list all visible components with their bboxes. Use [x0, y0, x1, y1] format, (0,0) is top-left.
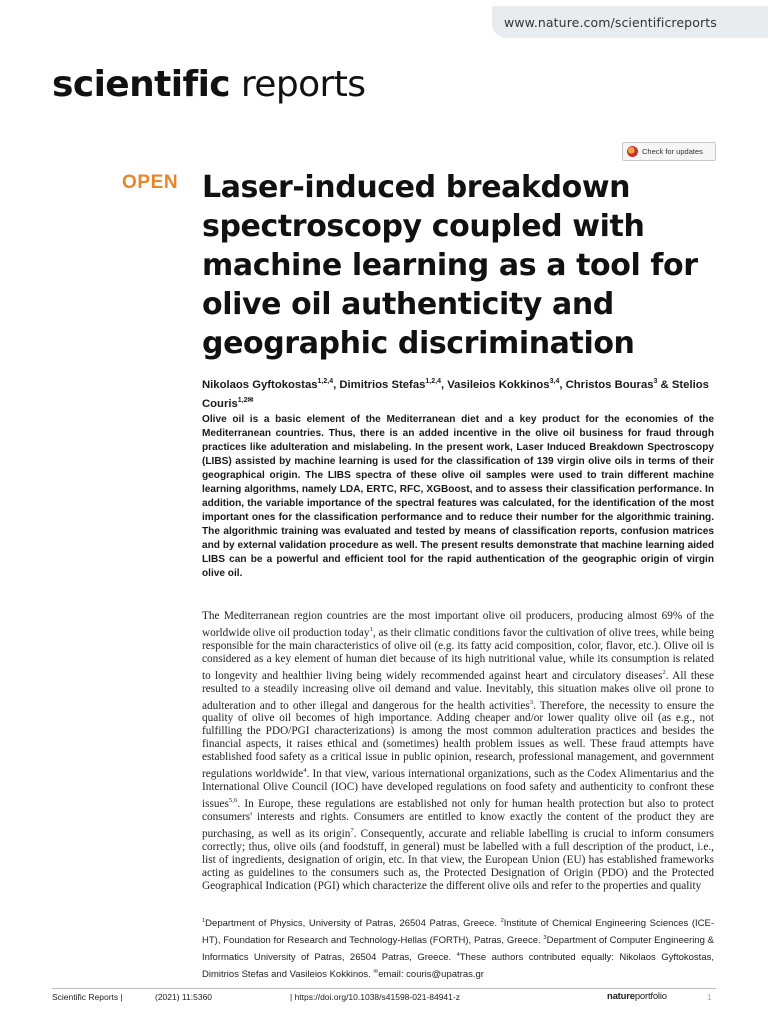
author-separator: & [657, 378, 672, 391]
text-run: . In Europe, these regulations are established not only for human health protection but also to protect consumers' interests and rights. Consumers are entitled to know exactly the content of the product they are purchasing, as well as its origin [202, 797, 714, 840]
footer-doi-link[interactable]: | https://doi.org/10.1038/s41598-021-84941-z [290, 992, 460, 1002]
reference-marker[interactable]: 5,6 [228, 797, 238, 804]
reference-marker[interactable]: 3 [529, 698, 534, 706]
text-run: Department of Physics, University of Patras, 26504 Patras, Greece. [205, 918, 501, 930]
text-run: . Consequently, accurate and reliable labelling is crucial to inform consumers correctly; thus, olive oils (and foodstuff, in general) must be labelled with a full description of the product, i.e., list of ingredients, designation of origin, etc. In that view, the European Union (EU) has established frameworks acting as guidelines to the consumers such as, the Protected Designation of Origin (PDO) and the Protected Geographical Indication (PGI) which characterize the different olive oils and refer to the properties and quality [202, 827, 715, 892]
page-number: 1 [707, 992, 712, 1002]
text-run: . In that view, various international organizations, such as the Codex Alimentarius and the International Olive Council (IOC) have developed regulations on food safety and authenticity to confront these issues [202, 768, 714, 810]
author-affiliation-marker: 1,2,4 [425, 378, 441, 385]
journal-logo-light: reports [240, 64, 366, 105]
author-separator: , [440, 378, 448, 391]
text-run: Institute of Chemical Engineering Sciences (ICE-HT), Foundation for Research and Technology-Hellas (FORTH), Patras, Greece. [202, 918, 714, 947]
author-affiliation-marker: 3 [653, 378, 658, 385]
footer-volume: (2021) 11:5360 [155, 992, 213, 1002]
journal-logo-bold: scientific [52, 64, 231, 105]
reference-marker[interactable]: 2 [500, 918, 504, 924]
reference-marker[interactable]: 1 [369, 626, 373, 633]
open-access-label: OPEN [122, 172, 179, 193]
affiliations [202, 914, 714, 983]
check-for-updates-button[interactable] [622, 142, 716, 161]
body-paragraph [202, 610, 714, 893]
author-name[interactable]: Christos Bouras [565, 378, 654, 391]
footer-journal: Scientific Reports | [52, 992, 123, 1002]
text-run: . Therefore, the necessity to ensure the quality of olive oil becomes of high importance. Adding cheaper and/or lower quality olive oil (as e.g., not fulfilling the PDO/PGI characterizations) is among the most common adulteration practices and besides the financial aspects, it raises ethical and (sometimes) health problem issues as well. These fraud attempts have established food safety as a critical issue in public opinion, research, professional management, and government regulations worldwide [202, 699, 714, 780]
author-affiliation-marker: 3,4 [549, 378, 560, 385]
abstract: Olive oil is a basic element of the Mediterranean diet and a key product for the economies of the Mediterranean countries. Thus, there is an added incentive in the olive oil business for fraud through practices like adulteration and mislabeling. In the present work, Laser Induced Breakdown Spectroscopy (LIBS) assisted by machine learning is used for the classification of 139 virgin olive oils in terms of their geographical origin. The LIBS spectra of these olive oil samples were used to train different machine learning algorithms, namely LDA, ERTC, RFC, XGBoost, and to assess their classification performance. In addition, the variable importance of the spectral features was calculated, for the identification of the most important ones for the classification performance and to reduce their number for the algorithmic training. The algorithmic training was evaluated and tested by means of classification reports, confusion matrices and by external validation procedure as well. The present results demonstrate that machine learning aided LIBS can be a powerful and efficient tool for the rapid authentication of the geographic origin of virgin olive oil. [202, 414, 714, 579]
reference-marker[interactable]: ✉ [373, 969, 379, 976]
author-name[interactable]: Stelios Couris [202, 378, 709, 410]
reference-marker[interactable]: 4 [456, 952, 460, 959]
text-run: email: couris@upatras.gr [378, 969, 484, 981]
text-run: These authors contributed equally: Nikolaos Gyftokostas, Dimitrios Stefas and Vasileios Kokkinos. [202, 952, 714, 981]
nature-portfolio-logo [607, 991, 667, 1002]
page-footer [52, 992, 716, 1006]
reference-marker[interactable]: 7 [350, 826, 354, 834]
reference-marker[interactable]: 1 [202, 918, 206, 924]
author-separator: , [559, 378, 566, 391]
reference-marker[interactable]: 4 [303, 767, 307, 775]
article-title: Laser-induced breakdown spectroscopy coupled with machine learning as a tool for olive oil authenticity and geographic discrimination [202, 170, 698, 361]
author-list [202, 374, 722, 412]
crossmark-icon [627, 146, 638, 157]
text-run: Department of Computer Engineering & Informatics University of Patras, 26504 Patras, Greece. [202, 935, 714, 964]
footer-divider [52, 988, 716, 989]
reference-marker[interactable]: 3 [543, 935, 547, 942]
journal-logo [52, 64, 365, 105]
author-name[interactable]: Vasileios Kokkinos [447, 378, 550, 391]
text-run: . All these resulted to a steadily increasing olive oil demand and value. Inevitably, this situation makes olive oil prone to adulteration and to other illegal and dangerous for the health activities [202, 669, 715, 712]
author-name[interactable]: Nikolaos Gyftokostas [202, 378, 318, 391]
journal-url[interactable]: www.nature.com/scientificreports [492, 6, 768, 38]
author-affiliation-marker: 1,2✉ [237, 396, 254, 404]
brand-light: portfolio [634, 991, 667, 1002]
author-name[interactable]: Dimitrios Stefas [339, 378, 426, 391]
reference-marker[interactable]: 2 [662, 668, 666, 676]
text-run: , as their climatic conditions favor the cultivation of olive trees, while being responsible for the main characteristics of olive oil (e.g. its fatty acid composition, color, flavor, etc.). Olive oil is considered as a key element of human diet because of its high nutritional value, while its consumption is related to longevity and healthier living being widely recommended against heart and circulatory diseases [202, 626, 715, 682]
check-for-updates-label: Check for updates [642, 147, 703, 156]
author-separator: , [333, 378, 340, 391]
text-run: The Mediterranean region countries are the most important olive oil producers, producing almost 69% of the worldwide olive oil production today [202, 610, 714, 639]
brand-bold: nature [607, 991, 635, 1002]
author-affiliation-marker: 1,2,4 [317, 378, 334, 385]
